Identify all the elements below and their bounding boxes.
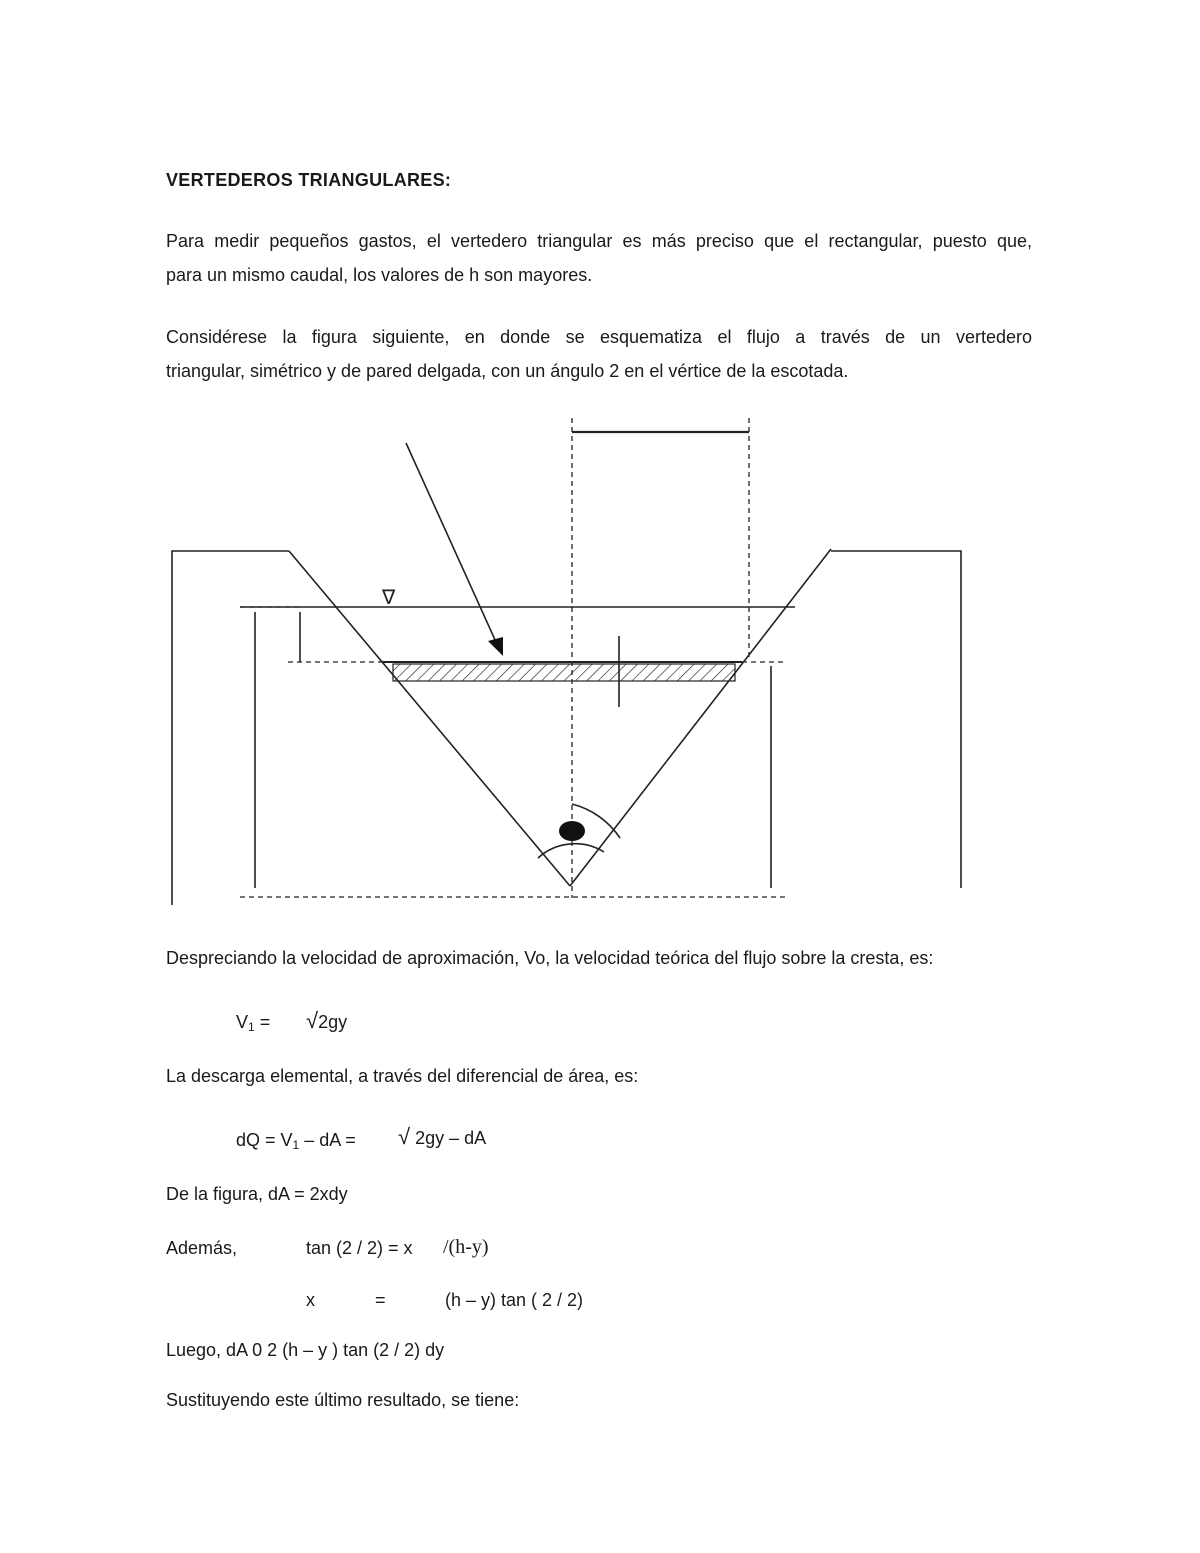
sqrt-icon: √: [306, 1008, 319, 1033]
right-wall: [831, 551, 961, 888]
notch-left-edge: [289, 551, 570, 886]
equation-velocity-rhs: [306, 1008, 347, 1034]
eq2-a: dQ = V: [236, 1130, 293, 1150]
eq4-lhs: x: [306, 1290, 315, 1310]
equation-discharge: [236, 1130, 356, 1151]
arrow-head-icon: [488, 637, 503, 656]
eq3-expr: tan (2 / 2) = x: [306, 1238, 413, 1258]
hatched-strip: [393, 664, 735, 681]
paragraph-substitution: Sustituyendo este último resultado, se tiene:: [166, 1390, 520, 1410]
eq4-rhs: (h – y) tan ( 2 / 2): [445, 1290, 584, 1310]
eq1-rhs: 2gy: [318, 1012, 348, 1032]
eq4-eq: =: [375, 1290, 386, 1310]
paragraph-figure-line-2: triangular, simétrico y de pared delgada, con un ángulo 2 en el vértice de la escotada.: [166, 361, 849, 381]
eq1-sub: 1: [248, 1020, 255, 1034]
left-wall: [172, 551, 289, 905]
sqrt-icon-2: √: [398, 1124, 411, 1149]
paragraph-figure-line-1: Considérese la figura siguiente, en donde se esquematiza el flujo a través de un vertedero: [166, 327, 1032, 347]
paragraph-area: De la figura, dA = 2xdy: [166, 1184, 348, 1204]
section-title: VERTEDEROS TRIANGULARES:: [166, 170, 452, 190]
arrow-shaft: [406, 443, 496, 642]
paragraph-velocity: Despreciando la velocidad de aproximación, Vo, la velocidad teórica del flujo sobre la cresta, es:: [166, 948, 934, 968]
notch-right-edge: [570, 549, 831, 886]
equation-discharge-rhs: [398, 1124, 486, 1150]
paragraph-intro-line-2: para un mismo caudal, los valores de h son mayores.: [166, 265, 593, 285]
eq1-lhs: V: [236, 1012, 249, 1032]
theta-symbol: [559, 821, 585, 841]
eq2-sub: 1: [292, 1138, 300, 1152]
water-level-symbol: ∇: [382, 585, 396, 609]
equation-velocity: [236, 1012, 270, 1033]
eq2-b: – dA =: [299, 1130, 356, 1150]
eq3-rhs: /(h-y): [443, 1236, 489, 1258]
eq1-eq: =: [254, 1012, 271, 1032]
paragraph-intro-line-1: Para medir pequeños gastos, el vertedero triangular es más preciso que el rectangular, puesto que,: [166, 231, 1032, 251]
eq3-label: Además,: [166, 1238, 238, 1258]
eq2-c: 2gy – dA: [410, 1128, 487, 1148]
paragraph-discharge: La descarga elemental, a través del diferencial de área, es:: [166, 1066, 639, 1086]
paragraph-then: Luego, dA 0 2 (h – y ) tan (2 / 2) dy: [166, 1340, 445, 1360]
